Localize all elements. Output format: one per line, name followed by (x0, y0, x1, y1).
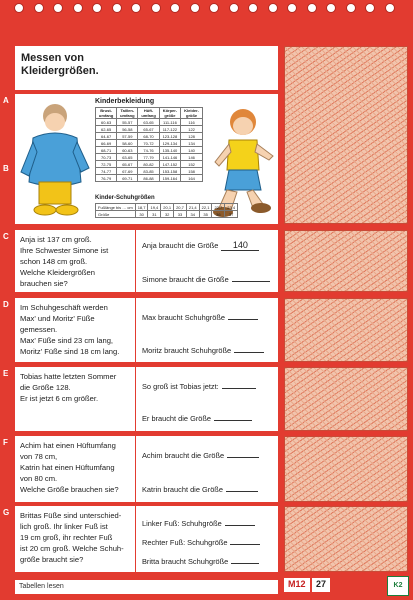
table-cell: 135-140 (159, 147, 181, 154)
answer-label: Anja braucht die Größe (142, 241, 219, 250)
row-letter-e: E (3, 369, 9, 378)
punch-hole (365, 3, 375, 13)
answer-blank[interactable] (234, 343, 264, 353)
punch-hole (14, 3, 24, 13)
answer-line (142, 411, 252, 423)
punch-hole (190, 3, 200, 13)
table-cell: 117-122 (159, 126, 181, 133)
table-cell: 21,4 (186, 204, 199, 211)
answer-label: Katrin braucht die Größe (142, 485, 223, 494)
answer-line (142, 379, 256, 391)
row-letter-a: A (3, 96, 9, 105)
table-cell: 65-67 (138, 126, 159, 133)
table-cell: 129-134 (159, 140, 181, 147)
shoe-size-table (95, 203, 238, 218)
table-cell: 164 (181, 175, 203, 182)
title-text: Messen von Kleidergrößen. (21, 52, 99, 77)
answer-blank[interactable] (214, 411, 252, 421)
table-cell: 60-63 (96, 119, 117, 126)
answer-blank[interactable] (230, 535, 260, 545)
table-cell: 20,1 (161, 204, 174, 211)
table-cell: 37 (225, 211, 238, 218)
table-cell: 69-71 (117, 175, 138, 182)
clothing-size-table (95, 107, 203, 182)
table-cell: 62-65 (96, 126, 117, 133)
table-cell: 147-152 (159, 161, 181, 168)
page-number: 27 (312, 578, 330, 592)
table-cell: 86-88 (138, 175, 159, 182)
table-cell: 123-128 (159, 133, 181, 140)
table-cell: 60-63 (117, 147, 138, 154)
table-cell: 68-70 (138, 133, 159, 140)
table-cell: 72-75 (96, 161, 117, 168)
answer-label: Er braucht die Größe (142, 414, 212, 423)
punch-hole (112, 3, 122, 13)
punch-hole (346, 3, 356, 13)
table-cell: 134 (181, 140, 203, 147)
table-cell: 32 (161, 211, 174, 218)
question-text: Im Schuhgeschäft werden Max' und Moritz' Füße gemessen. Max' Füße sind 23 cm lang, Moritz' Füße sind 18 cm lang. (20, 303, 120, 356)
punch-hole (287, 3, 297, 13)
page-title (15, 46, 278, 90)
answer-line (142, 448, 259, 460)
table-cell: 57-59 (117, 133, 138, 140)
shoe-table-heading: Kinder-Schuhgrößen (95, 195, 155, 201)
answer-blank[interactable] (226, 482, 258, 492)
col-header: Taillen- umfang (117, 108, 138, 119)
footer-topic: Tabellen lesen (15, 580, 278, 594)
punch-hole (326, 3, 336, 13)
answer-label: Simone braucht die Größe (142, 275, 229, 284)
table-cell: 56-58 (117, 126, 138, 133)
question-e (15, 367, 135, 431)
punch-hole (209, 3, 219, 13)
answer-label: Rechter Fuß: Schuhgröße (142, 538, 228, 547)
table-cell: 64-67 (96, 133, 117, 140)
punch-hole (385, 3, 395, 13)
punch-hole (229, 3, 239, 13)
answer-line (142, 482, 258, 494)
scribble-panel-g (284, 506, 408, 572)
table-cell: 67-69 (117, 168, 138, 175)
table-cell: 36 (212, 211, 225, 218)
binder-holes (14, 3, 395, 13)
col-header: Hüft- umfang (138, 108, 159, 119)
answer-box-d (136, 298, 278, 362)
table-cell: 68-71 (96, 147, 117, 154)
answer-line (142, 554, 259, 566)
table-cell: 153-158 (159, 168, 181, 175)
table-cell: 22,7 (212, 204, 225, 211)
table-cell: 128 (181, 133, 203, 140)
answer-box-c (136, 230, 278, 292)
answer-line (142, 310, 258, 322)
answer-line (142, 535, 260, 547)
scribble-panel-ab (284, 46, 408, 224)
punch-hole (268, 3, 278, 13)
table-cell: 23,4 (225, 204, 238, 211)
table-cell: 74-76 (138, 147, 159, 154)
table-row (96, 126, 203, 133)
worksheet-code: M12 (284, 578, 310, 592)
answer-label: Moritz braucht Schuhgröße (142, 346, 232, 355)
table-cell: 33 (174, 211, 187, 218)
table-row (96, 119, 203, 126)
table-cell: 159-164 (159, 175, 181, 182)
table-cell: 111-116 (159, 119, 181, 126)
child-blue-jacket-illustration (19, 102, 91, 220)
clothing-table-heading: Kinderbekleidung (95, 98, 155, 105)
punch-hole (248, 3, 258, 13)
col-header: Brust- umfang (96, 108, 117, 119)
answer-label: So groß ist Tobias jetzt: (142, 382, 219, 391)
answer-blank[interactable] (225, 516, 255, 526)
table-cell: 141-146 (159, 154, 181, 161)
table-row (96, 175, 203, 182)
table-cell: 158 (181, 168, 203, 175)
table-row (96, 168, 203, 175)
table-cell: 20,7 (174, 204, 187, 211)
punch-hole (34, 3, 44, 13)
answer-blank[interactable] (232, 272, 270, 282)
table-cell: 74-77 (96, 168, 117, 175)
table-cell: 58-60 (117, 140, 138, 147)
table-cell: 70-72 (138, 140, 159, 147)
question-text: Tobias hatte letzten Sommer die Größe 128. Er ist jetzt 6 cm größer. (20, 372, 117, 403)
answer-box-g (136, 506, 278, 572)
table-cell: 30 (135, 211, 148, 218)
answer-label: Max braucht Schuhgröße (142, 313, 225, 322)
question-text: Brittas Füße sind unterschied- lich groß. Ihr linker Fuß ist 19 cm groß, ihr rechter Fuß ist 20 cm groß. Welche Schuh- größe braucht sie? (20, 511, 124, 564)
question-text: Achim hat einen Hüftumfang von 78 cm, Katrin hat einen Hüftumfang von 80 cm. Welche Größe brauchen sie? (20, 441, 119, 494)
table-cell: 18,7 (135, 204, 148, 211)
scribble-panel-d (284, 298, 408, 362)
answer-blank[interactable]: 140 (221, 241, 259, 251)
table-row (96, 147, 203, 154)
punch-hole (170, 3, 180, 13)
question-text: Anja ist 137 cm groß. Ihre Schwester Simone ist schon 148 cm groß. Welche Kleidergrößen brauchen sie? (20, 235, 109, 288)
table-cell: 22,1 (199, 204, 212, 211)
question-d (15, 298, 135, 362)
table-cell: 152 (181, 161, 203, 168)
punch-hole (131, 3, 141, 13)
table-cell: 140 (181, 147, 203, 154)
shoe-row-label: Fußlänge bis … cm (96, 204, 136, 211)
scribble-panel-c (284, 230, 408, 292)
table-cell: 34 (186, 211, 199, 218)
answer-blank[interactable] (227, 448, 259, 458)
scribble-panel-e (284, 367, 408, 431)
punch-hole (92, 3, 102, 13)
shoe-row-label: Größe (96, 211, 136, 218)
table-cell: 65-67 (117, 161, 138, 168)
table-cell: 76-79 (96, 175, 117, 182)
answer-label: Britta braucht Schuhgröße (142, 557, 229, 566)
answer-box-e (136, 367, 278, 431)
answer-line (142, 241, 259, 251)
answer-blank[interactable] (222, 379, 256, 389)
table-row (96, 161, 203, 168)
row-letter-b: B (3, 164, 9, 173)
table-cell: 122 (181, 126, 203, 133)
answer-line (142, 343, 264, 355)
answer-blank[interactable] (228, 310, 258, 320)
row-letter-d: D (3, 300, 9, 309)
row-letter-g: G (3, 508, 10, 517)
table-cell: 63-65 (117, 154, 138, 161)
table-cell: 77-79 (138, 154, 159, 161)
size-table-panel (15, 94, 278, 224)
question-f (15, 436, 135, 502)
table-cell: 83-85 (138, 168, 159, 175)
col-header: Körper- größe (159, 108, 181, 119)
table-row (96, 133, 203, 140)
row-letter-c: C (3, 232, 9, 241)
answer-box-f (136, 436, 278, 502)
table-cell: 70-73 (96, 154, 117, 161)
table-cell: 55-57 (117, 119, 138, 126)
punch-hole (307, 3, 317, 13)
answer-line (142, 272, 270, 284)
table-cell: 31 (148, 211, 161, 218)
scribble-panel-f (284, 436, 408, 502)
answer-blank[interactable] (231, 554, 259, 564)
punch-hole (151, 3, 161, 13)
table-row (96, 140, 203, 147)
punch-hole (53, 3, 63, 13)
table-row (96, 154, 203, 161)
table-cell: 116 (181, 119, 203, 126)
table-cell: 80-82 (138, 161, 159, 168)
question-c (15, 230, 135, 292)
table-cell: 146 (181, 154, 203, 161)
answer-line (142, 516, 255, 528)
table-cell: 35 (199, 211, 212, 218)
answer-label: Achim braucht die Größe (142, 451, 225, 460)
publisher-logo: K2 (387, 576, 409, 596)
table-cell: 19,4 (148, 204, 161, 211)
table-cell: 66-69 (96, 140, 117, 147)
table-cell: 63-65 (138, 119, 159, 126)
question-g (15, 506, 135, 572)
punch-hole (73, 3, 83, 13)
answer-label: Linker Fuß: Schuhgröße (142, 519, 222, 528)
col-header: Kleider- größe (181, 108, 203, 119)
row-letter-f: F (3, 438, 8, 447)
